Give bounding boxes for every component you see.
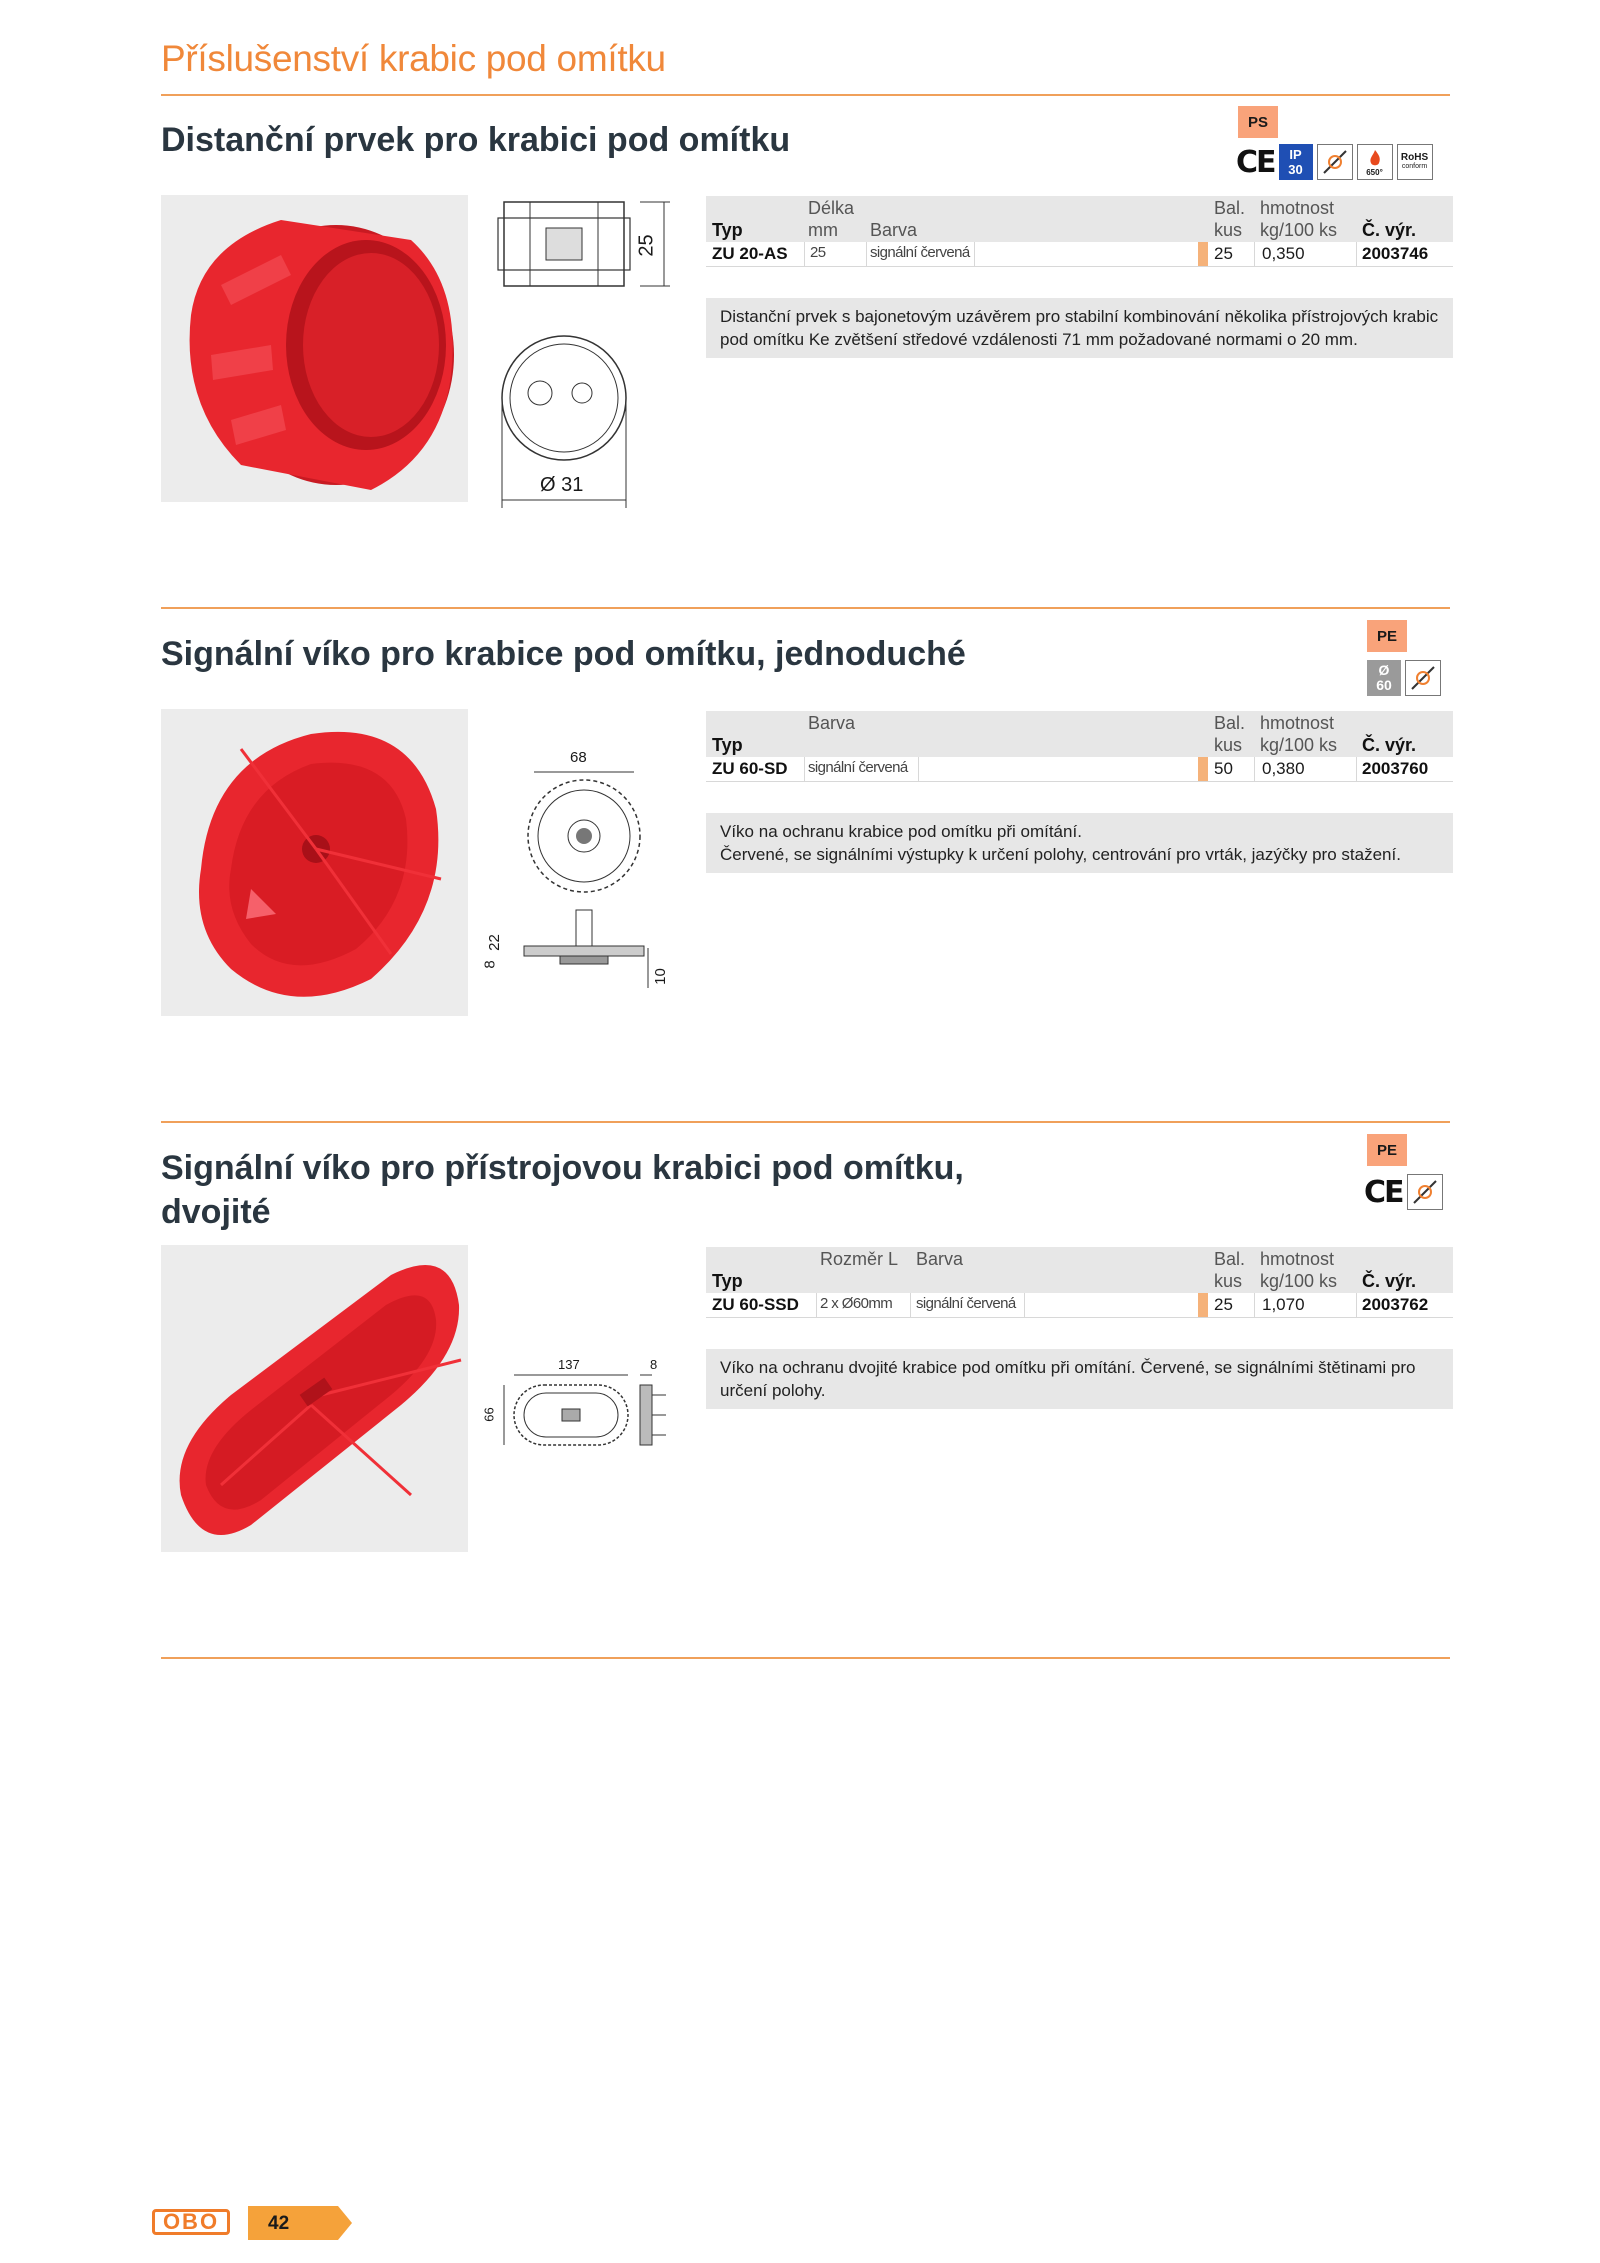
section-rule: [161, 607, 1450, 609]
product-table: [706, 196, 1453, 267]
table-row: ZU 60-SSD 2 x Ø60mm signální červená 25 1,070 2003762: [706, 1293, 1453, 1318]
glow-wire-icon: 650°: [1357, 144, 1393, 180]
section-title: Signální víko pro krabice pod omítku, jednoduché: [161, 635, 966, 673]
flange-dimension: 10: [651, 968, 669, 985]
obo-logo: OBO: [152, 2209, 230, 2235]
product-table: [706, 1247, 1453, 1318]
ce-mark-icon: CE: [1364, 1174, 1403, 1210]
height-dimension: 25: [635, 234, 658, 257]
table-header: Barva Typ Bal. kus hmotnost kg/100 ks Č. výr.: [706, 711, 1453, 757]
halogen-free-icon: [1407, 1174, 1443, 1210]
page-number-tab: 42: [248, 2206, 352, 2240]
section-rule: [161, 1121, 1450, 1123]
product-group-badge: PS: [1238, 106, 1278, 138]
row-marker: [1198, 242, 1208, 266]
length-dimension: 137: [558, 1357, 580, 1372]
certification-icons: [1367, 660, 1441, 696]
row-marker: [1198, 1293, 1208, 1317]
product-table: [706, 711, 1453, 782]
rohs-icon: RoHS conform: [1397, 144, 1433, 180]
section-rule: [161, 1657, 1450, 1659]
diameter-icon: Ø 60: [1367, 660, 1401, 696]
height-dimension: 66: [481, 1407, 497, 1422]
product-photo: [161, 1245, 468, 1552]
row-marker: [1198, 757, 1208, 781]
ce-mark-icon: CE: [1236, 144, 1275, 180]
product-photo: [161, 195, 468, 502]
product-description: Distanční prvek s bajonetovým uzávěrem pro stabilní kombinování několika přístrojových krabic pod omítku Ke zvětšení středové vzdálenosti 71 mm požadované normami o 20 mm.: [706, 298, 1453, 358]
diameter-dimension: Ø 31: [540, 474, 584, 496]
table-row: ZU 20-AS 25 signální červená 25 0,350 2003746: [706, 242, 1453, 267]
certification-icons: [1364, 1174, 1443, 1210]
product-description: Víko na ochranu krabice pod omítku při omítání. Červené, se signálními výstupky k určení polohy, centrování pro vrták, jazýčky pro stažení.: [706, 813, 1453, 873]
section-title: Signální víko pro přístrojovou krabici pod omítku, dvojité: [161, 1149, 964, 1231]
technical-drawing: [480, 188, 680, 508]
table-header: Rozměr L Barva Typ Bal. kus hmotnost kg/100 ks Č. výr.: [706, 1247, 1453, 1293]
halogen-free-icon: [1405, 660, 1441, 696]
depth-dimension: 8: [650, 1357, 658, 1372]
table-header: Délka Typ mm Barva Bal. kus hmotnost kg/100 ks Č. výr.: [706, 196, 1453, 242]
page-title: Příslušenství krabic pod omítku: [161, 38, 666, 79]
depth-dimension: 8: [481, 960, 499, 969]
ip-rating-icon: IP 30: [1279, 144, 1313, 180]
certification-icons: [1236, 144, 1433, 180]
product-photo: [161, 709, 468, 1016]
product-group-badge: PE: [1367, 1134, 1407, 1166]
product-group-badge: PE: [1367, 620, 1407, 652]
technical-drawing: [480, 1355, 680, 1465]
product-description: Víko na ochranu dvojité krabice pod omítku při omítání. Červené, se signálními štětinami pro určení polohy.: [706, 1349, 1453, 1409]
technical-drawing: [480, 748, 680, 988]
table-row: ZU 60-SD signální červená 50 0,380 2003760: [706, 757, 1453, 782]
halogen-free-icon: [1317, 144, 1353, 180]
height-dimension: 22: [485, 934, 503, 951]
width-dimension: 68: [570, 749, 587, 766]
title-rule: [161, 94, 1450, 96]
section-title: Distanční prvek pro krabici pod omítku: [161, 121, 791, 159]
